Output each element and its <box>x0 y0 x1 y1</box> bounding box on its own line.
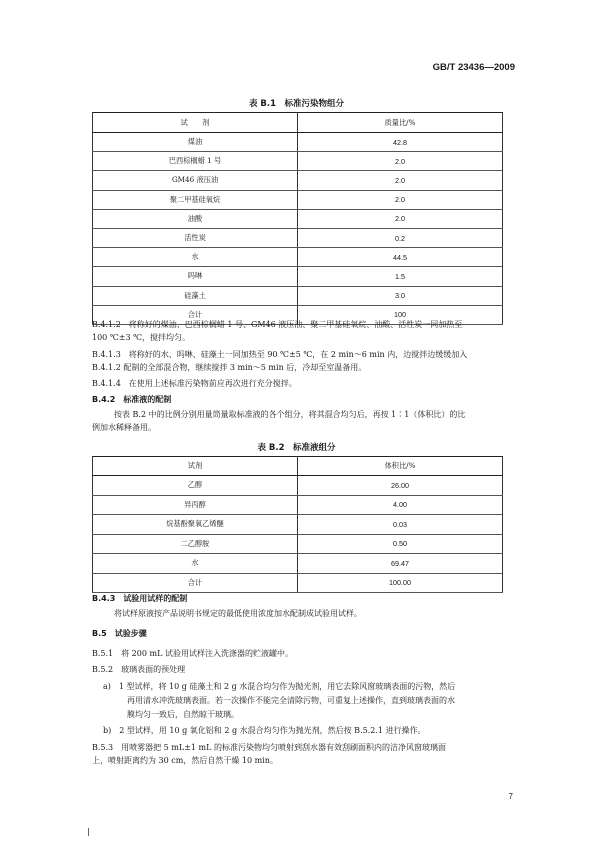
value-cell: 100 <box>298 305 503 324</box>
table-row <box>93 171 503 190</box>
reagent-cell: 合计 <box>93 573 298 593</box>
table-b1-body <box>93 133 503 325</box>
table-row <box>93 554 503 574</box>
para-b412-line2: 100 ℃±3 ℃，搅拌均匀。 <box>92 333 191 342</box>
standard-code: GB/T 23436—2009 <box>432 62 515 73</box>
para-b53-line1: B.5.3 用喷雾器把 5 mL±1 mL 的标准污染物均匀喷射到刮水器有效刮刷面积内的洁净风窗玻璃面 <box>92 743 446 752</box>
table-b1 <box>92 112 503 325</box>
item-a-line2: 再用清水冲洗玻璃表面。若一次操作不能完全清除污物，可重复上述操作，直到玻璃表面的水 <box>127 696 455 705</box>
reagent-cell: 硅藻土 <box>93 286 298 305</box>
page-number: 7 <box>508 792 513 801</box>
heading-b43-title: 试验用试样的配制 <box>123 594 188 603</box>
value-cell: 0.50 <box>298 534 503 554</box>
value-cell: 44.5 <box>298 248 503 267</box>
heading-b42-title: 标准液的配制 <box>123 395 172 404</box>
value-cell: 2.0 <box>298 209 503 228</box>
heading-b43-number: B.4.3 <box>92 594 116 603</box>
heading-b43 <box>92 593 187 605</box>
reagent-cell: 活性炭 <box>93 228 298 247</box>
table-row <box>93 573 503 593</box>
reagent-cell: 水 <box>93 248 298 267</box>
table-row <box>93 248 503 267</box>
para-b53-line2: 上，喷射距离约为 30 cm，然后自然干燥 10 min。 <box>92 756 278 765</box>
value-cell: 0.03 <box>298 515 503 535</box>
para-b42-line1: 按表 B.2 中的比例分别用量筒量取标准液的各个组分，将其混合均匀后，再按 1∶1（体积比）的比 <box>114 410 466 419</box>
para-b51: B.5.1 将 200 mL 试验用试样注入洗涤器的贮液罐中。 <box>92 649 293 658</box>
reagent-cell: 烷基酚聚氧乙烯醚 <box>93 515 298 535</box>
table-b1-header-reagent: 试 剂 <box>93 113 298 133</box>
value-cell: 0.2 <box>298 228 503 247</box>
para-b413-line2: B.4.1.2 配制的全部混合物，继续搅拌 3 min～5 min 后，冷却至室温备用。 <box>92 363 367 372</box>
reagent-cell: 水 <box>93 554 298 574</box>
item-b: b) 2 型试样，用 10 g 氧化铝和 2 g 水混合均匀作为抛光剂，然后按 B.5.2.1 进行操作。 <box>103 726 426 735</box>
reagent-cell: 巴西棕榈蜡 1 号 <box>93 152 298 171</box>
value-cell: 2.0 <box>298 190 503 209</box>
table-b2-body <box>93 476 503 593</box>
item-a-line1: a) 1 型试样，将 10 g 硅藻土和 2 g 水混合均匀作为抛光剂，用它去除风窗玻璃表面的污物，然后 <box>103 682 456 691</box>
heading-b5-title: 试验步骤 <box>114 629 147 638</box>
reagent-cell: 聚二甲基硅氧烷 <box>93 190 298 209</box>
reagent-cell: 异丙醇 <box>93 495 298 515</box>
para-b42-line2: 例加水稀释备用。 <box>92 423 156 432</box>
table-row <box>93 534 503 554</box>
reagent-cell: GM46 液压油 <box>93 171 298 190</box>
para-b412-line1: B.4.1.2 将称好的煤油、巴西棕榈蜡 1 号、GM46 液压油、聚二甲基硅氧烷、油酸、活性炭一同加热至 <box>92 320 463 329</box>
heading-b5 <box>92 628 147 640</box>
table-row <box>93 190 503 209</box>
para-b413-line1: B.4.1.3 将称好的水、吗啉、硅藻土一同加热至 90 ℃±5 ℃，在 2 min～6 min 内，边搅拌边缓缓加入 <box>92 350 468 359</box>
heading-b42-number: B.4.2 <box>92 395 116 404</box>
value-cell: 69.47 <box>298 554 503 574</box>
table-b1-caption: 表 B.1 标准污染物组分 <box>248 99 345 109</box>
table-b2-header-volume-ratio: 体积比/% <box>298 457 503 476</box>
table-row <box>93 495 503 515</box>
value-cell: 2.0 <box>298 152 503 171</box>
reagent-cell: 煤油 <box>93 133 298 152</box>
reagent-cell: 吗啉 <box>93 267 298 286</box>
table-row <box>93 267 503 286</box>
reagent-cell: 乙醇 <box>93 476 298 496</box>
reagent-cell: 油酸 <box>93 209 298 228</box>
table-row <box>93 286 503 305</box>
table-row <box>93 476 503 496</box>
para-b414: B.4.1.4 在使用上述标准污染物前应再次进行充分搅拌。 <box>92 379 297 388</box>
reagent-cell: 合计 <box>93 305 298 324</box>
table-b2-caption: 表 B.2 标准液组分 <box>257 443 336 453</box>
value-cell: 3.0 <box>298 286 503 305</box>
value-cell: 26.00 <box>298 476 503 496</box>
table-row <box>93 152 503 171</box>
margin-mark <box>88 828 89 836</box>
value-cell: 1.5 <box>298 267 503 286</box>
table-row <box>93 515 503 535</box>
table-row <box>93 133 503 152</box>
heading-b5-number: B.5 <box>92 629 107 638</box>
heading-b42 <box>92 394 171 406</box>
table-b2 <box>92 456 503 593</box>
value-cell: 42.8 <box>298 133 503 152</box>
table-row <box>93 209 503 228</box>
table-b2-header-reagent: 试剂 <box>93 457 298 476</box>
para-b52: B.5.2 玻璃表面的预处理 <box>92 665 186 674</box>
value-cell: 100.00 <box>298 573 503 593</box>
para-b43: 将试样原液按产品说明书规定的最低使用浓度加水配制成试验用试样。 <box>114 609 362 618</box>
item-a-line3: 膜均匀一致后，自然晾干玻璃。 <box>127 710 239 719</box>
table-row <box>93 228 503 247</box>
value-cell: 4.00 <box>298 495 503 515</box>
value-cell: 2.0 <box>298 171 503 190</box>
table-b1-header-mass-ratio: 质量比/% <box>298 113 503 133</box>
reagent-cell: 二乙醇胺 <box>93 534 298 554</box>
